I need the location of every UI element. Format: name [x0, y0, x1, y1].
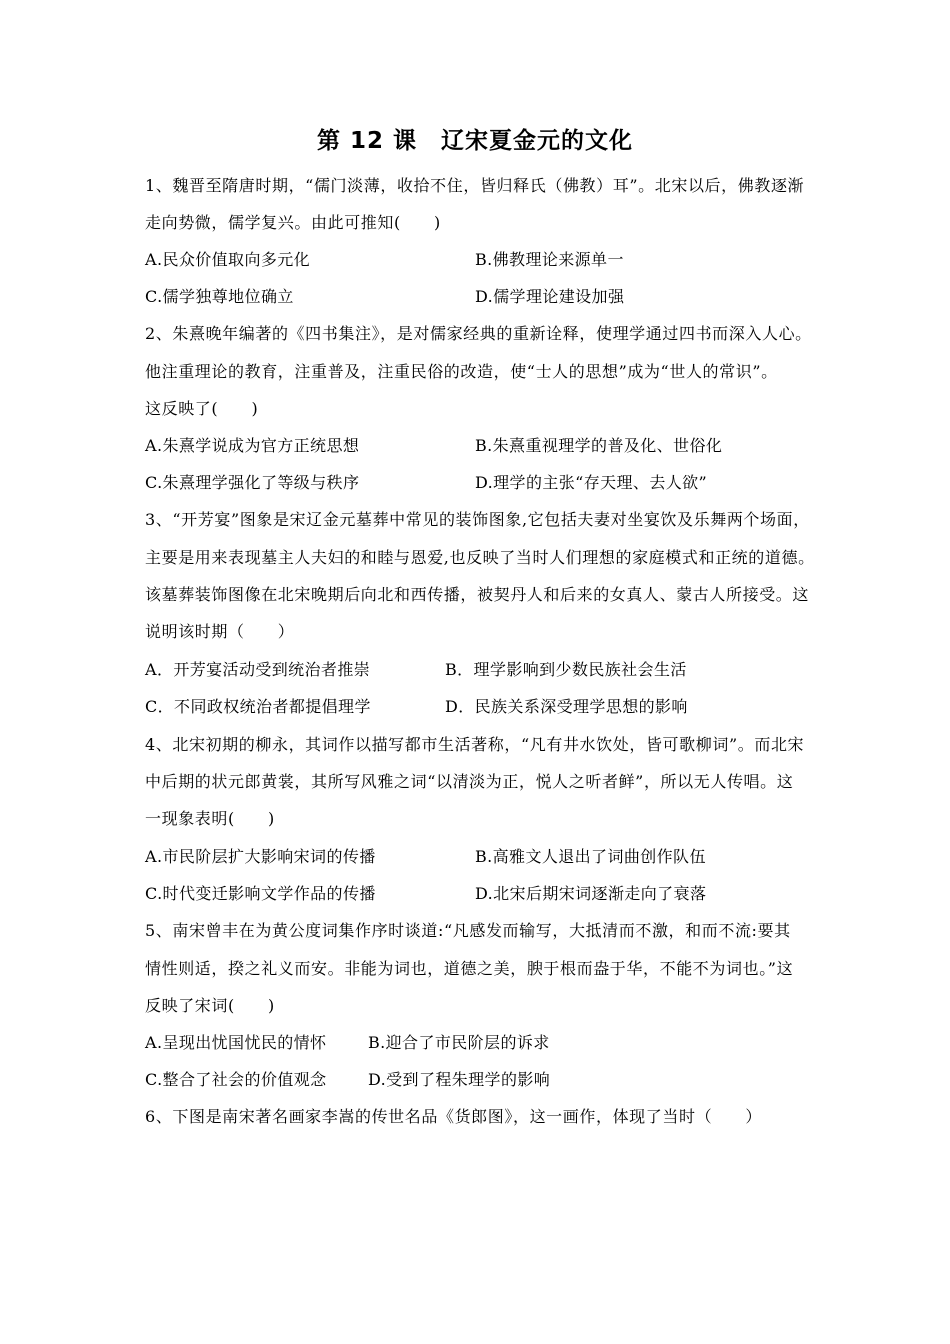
q4-option-b: B.高雅文人退出了词曲创作队伍: [475, 847, 706, 866]
q3-line-3: 该墓葬装饰图像在北宋晚期后向北和西传播，被契丹人和后来的女真人、蒙古人所接受。这: [145, 585, 810, 604]
q5-line-3: 反映了宋词( ): [145, 996, 275, 1015]
q1-line-2: 走向势微，儒学复兴。由此可推知( ): [145, 213, 441, 232]
q2-line-2: 他注重理论的教育，注重普及，注重民俗的改造，使“士人的思想”成为“世人的常识”。: [145, 362, 778, 381]
q4-option-a: A.市民阶层扩大影响宋词的传播: [145, 847, 376, 866]
page-title: 第 12 课 辽宋夏金元的文化: [316, 128, 634, 154]
q5-option-a: A.呈现出忧国忧民的情怀: [145, 1033, 327, 1052]
q1-line-1: 1、魏晋至隋唐时期，“儒门淡薄，收拾不住，皆归释氏（佛教）耳”。北宋以后，佛教逐渐: [145, 176, 805, 195]
q3-option-d: D．民族关系深受理学思想的影响: [445, 697, 688, 716]
q4-option-c: C.时代变迁影响文学作品的传播: [145, 884, 376, 903]
q3-line-4: 说明该时期（ ）: [145, 622, 295, 641]
q1-option-a: A.民众价值取向多元化: [145, 250, 311, 269]
q5-option-b: B.迎合了市民阶层的诉求: [368, 1033, 550, 1052]
q3-option-c: C．不同政权统治者都提倡理学: [145, 697, 371, 716]
q4-line-2: 中后期的状元郎黄裳，其所写风雅之词“以清淡为正，悦人之听者鲜”，所以无人传唱。这: [145, 772, 794, 791]
q6-line-1: 6、下图是南宋著名画家李嵩的传世名品《货郎图》，这一画作，体现了当时（ ）: [145, 1107, 762, 1126]
q3-line-1: 3、“开芳宴”图象是宋辽金元墓葬中常见的装饰图象,它包括夫妻对坐宴饮及乐舞两个场面，: [145, 510, 810, 529]
q3-option-a: A．开芳宴活动受到统治者推崇: [145, 660, 371, 679]
q5-option-d: D.受到了程朱理学的影响: [368, 1070, 551, 1089]
q3-option-b: B．理学影响到少数民族社会生活: [445, 660, 687, 679]
q3-line-2: 主要是用来表现墓主人夫妇的和睦与恩爱,也反映了当时人们理想的家庭模式和正统的道德。: [145, 548, 815, 567]
q2-option-a: A.朱熹学说成为官方正统思想: [145, 436, 360, 455]
q4-option-d: D.北宋后期宋词逐渐走向了衰落: [475, 884, 707, 903]
q5-line-1: 5、南宋曾丰在为黄公度词集作序时谈道:“凡感发而输写，大抵清而不激，和而不流:要其: [145, 921, 791, 940]
q1-option-b: B.佛教理论来源单一: [475, 250, 624, 269]
q1-option-d: D.儒学理论建设加强: [475, 287, 625, 306]
q2-line-1: 2、朱熹晚年编著的《四书集注》，是对儒家经典的重新诠释，使理学通过四书而深入人心。: [145, 324, 812, 343]
q2-line-3: 这反映了( ): [145, 399, 259, 418]
q1-option-c: C.儒学独尊地位确立: [145, 287, 294, 306]
q5-line-2: 情性则适，揆之礼义而安。非能为词也，道德之美，腴于根而盎于华，不能不为词也。”这: [145, 959, 794, 978]
q2-option-c: C.朱熹理学强化了等级与秩序: [145, 473, 360, 492]
q5-option-c: C.整合了社会的价值观念: [145, 1070, 327, 1089]
q4-line-3: 一现象表明( ): [145, 809, 275, 828]
q4-line-1: 4、北宋初期的柳永，其词作以描写都市生活著称，“凡有井水饮处，皆可歌柳词”。而北宋: [145, 735, 805, 754]
q2-option-b: B.朱熹重视理学的普及化、世俗化: [475, 436, 723, 455]
q2-option-d: D.理学的主张“存天理、去人欲”: [475, 473, 708, 492]
